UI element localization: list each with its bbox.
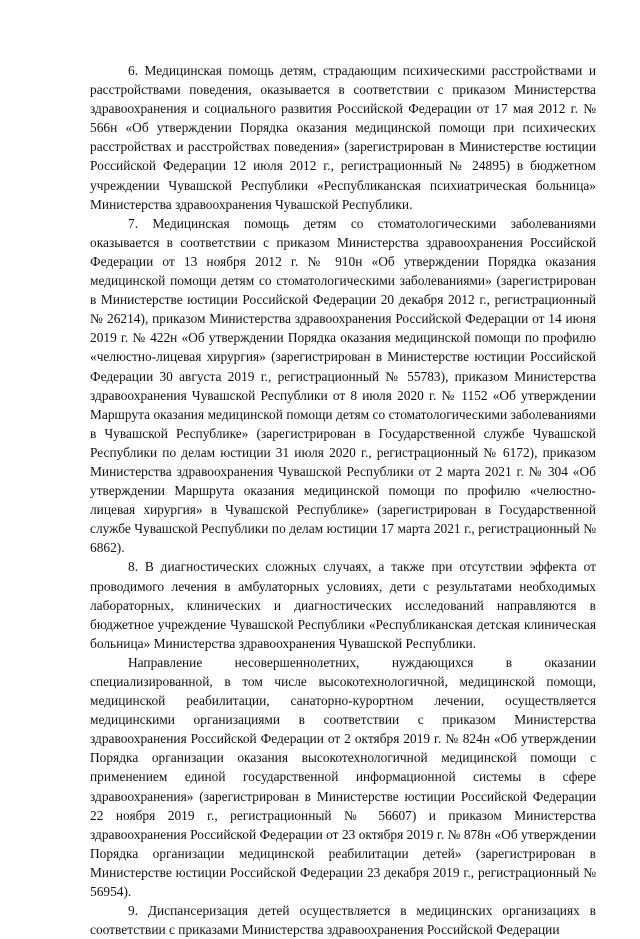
paragraph-8-diagnostic-cases: 8. В диагностических сложных случаях, а также при отсутствии эффекта от проводимого лечения в амбулаторных условиях, дети с результатами необходимых лабораторных, клинических и диагностических исследований направляются в бюджетное учреждение Чувашской Республики «Республиканская детская клиническая больница» Министерства здравоохранения Чувашской Республики. [90,559,596,651]
paragraph-9-dispensary-examination: 9. Диспансеризация детей осуществляется в медицинских организациях в соответствии с приказами Министерства здравоохранения Российской Федерации [90,903,596,938]
paragraph-7-dental-care: 7. Медицинская помощь детям со стоматологическими заболеваниями оказывается в соответствии с приказом Министерства здравоохранения Российской Федерации от 13 ноября 2012 г. № 910н «Об утверждении Порядка оказания медицинской помощи детям со стоматологическими заболеваниями» (зарегистрирован в Министерстве юстиции Российской Федерации 20 декабря 2012 г., регистрационный № 26214), приказом Министерства здравоохранения Российской Федерации от 14 июня 2019 г. № 422н «Об утверждении Порядка оказания медицинской помощи по профилю «челюстно-лицевая хирургия» (зарегистрирован в Министерстве юстиции Российской Федерации 30 августа 2019 г., регистрационный № 55783), приказом Министерства здравоохранения Чувашской Республики от 8 июля 2020 г. № 1152 «Об утверждении Маршрута оказания медицинской помощи детям со стоматологическими заболеваниями в Чувашской Республике» (зарегистрирован в Государственной службе Чувашской Республики по делам юстиции 31 июля 2020 г., регистрационный № 6172), приказом Министерства здравоохранения Чувашской Республики от 2 марта 2021 г. № 304 «Об утверждении Маршрута оказания медицинской помощи по профилю «челюстно-лицевая хирургия» в Чувашской Республике» (зарегистрирован в Государственной службе Чувашской Республики по делам юстиции 17 марта 2021 г., регистрационный № 6862). [90,215,596,556]
document-page [90,61,596,939]
paragraph-6-psychiatric-care: 6. Медицинская помощь детям, страдающим психическими расстройствами и расстройствами поведения, оказывается в соответствии с приказом Министерства здравоохранения и социального развития Российской Федерации от 17 мая 2012 г. № 566н «Об утверждении Порядка оказания медицинской помощи при психических расстройствах и расстройствах поведения» (зарегистрирован в Министерстве юстиции Российской Федерации 12 июля 2012 г., регистрационный № 24895) в бюджетном учреждении Чувашской Республики «Республиканская психиатрическая больница» Министерства здравоохранения Чувашской Республики. [90,63,596,212]
paragraph-referral-specialized-care: Направление несовершеннолетних, нуждающихся в оказании специализированной, в том числе высокотехнологичной, медицинской помощи, медицинской реабилитации, санаторно-курортном лечении, осуществляется медицинскими организациями в соответствии с приказом Министерства здравоохранения Российской Федерации от 2 октября 2019 г. № 824н «Об утверждении Порядка организации оказания высокотехнологичной медицинской помощи с применением единой государственной информационной системы в сфере здравоохранения» (зарегистрирован в Министерстве юстиции Российской Федерации 22 ноября 2019 г., регистрационный № 56607) и приказом Министерства здравоохранения Российской Федерации от 23 октября 2019 г. № 878н «Об утверждении Порядка организации медицинской реабилитации детей» (зарегистрирован в Министерстве юстиции Российской Федерации 23 декабря 2019 г., регистрационный № 56954). [90,654,596,900]
